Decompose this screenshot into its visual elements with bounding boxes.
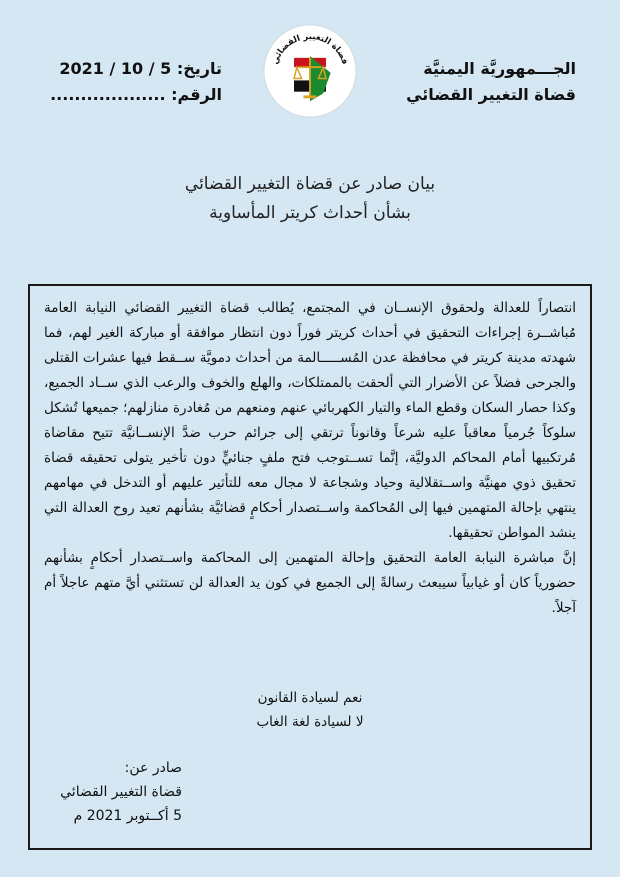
- organization-seal-logo: [263, 24, 357, 118]
- statement-paragraph-2: إنَّ مباشرة النيابة العامة التحقيق وإحالة المتهمين إلى المحاكمة واســتصدار أحكامٍ بشأنهم حضورياً كان أو غيابياً سيبعث رسالةً إلى الجميع في كون يد العدالة لن تستثني أيَّ متهم عاجلاً أم آجلاً.: [44, 550, 576, 616]
- title-line-1: بيان صادر عن قضاة التغيير القضائي: [184, 174, 436, 194]
- slogan-line-1: نعم لسيادة القانون: [257, 690, 363, 706]
- signature-organization: قضاة التغيير القضائي: [60, 784, 182, 800]
- reference-number-line: الرقم: ...................: [50, 85, 222, 104]
- slogan: [30, 686, 590, 734]
- slogan-line-2: لا لسيادة لغة الغاب: [256, 714, 364, 730]
- statement-title: [160, 170, 460, 228]
- issued-by-label: صادر عن:: [124, 760, 182, 776]
- country-name: الجـــمهوريَّة اليمنيَّة: [423, 59, 576, 78]
- statement-body: [44, 296, 576, 621]
- organization-name: قضاة التغيير القضائي: [406, 85, 576, 104]
- letterhead-right: [376, 56, 576, 108]
- letterhead-left: [42, 56, 222, 108]
- title-line-2: بشأن أحداث كريتر المأساوية: [209, 203, 411, 223]
- signature-block: [32, 756, 182, 828]
- date-line: تاريخ: 5 / 10 / 2021: [59, 59, 222, 78]
- seal-text: قضاة التغيير القضائي: [269, 31, 351, 66]
- signature-date: 5 أكــتوبر 2021 م: [73, 808, 182, 824]
- statement-frame: [28, 284, 592, 850]
- statement-paragraph-1: انتصاراً للعدالة ولحقوق الإنســان في المجتمع، يُطالب قضاة التغيير القضائي النيابة العامة مُباشــرة إجراءات التحقيق في أحداث كريتر فوراً دون انتظار موافقة أو مباركة الغير لهم، فما شهدته مدينة كريتر في محافظة عدن المُســـــالمة من أحداث دمويَّة ســقط فيها عشرات القتلى والجرحى فضلاً عن الأضرار التي ألحقت بالممتلكات، والهلع والخوف والرعب الذي ســاد الجميع، وكذا حصار السكان وقطع الماء والتيار الكهربائي عنهم ومنعهم من مُغادرة منازلهم؛ جميعها تُشكل سلوكاً جُرمياً معاقباً عليه شرعاً وقانوناً ترتقي إلى جرائم حرب ضدَّ الإنســانيَّة تتيح مقاضاة مُرتكبيها أمام المحاكم الدوليَّة، إنَّما تســتوجب فتح ملفٍ جنائيٍّ دون تأخير يتولى تحقيقه قضاة تحقيق ذوي مهنيَّة واســتقلالية وحياد وشجاعة لا مجال معه للتأثير عليهم أو التدخل في مهامهم ينتهي بإحالة المتهمين فيها إلى المُحاكمة واســتصدار أحكامٍ قضائيَّة بشأنهم تعيد روح العدالة التي ينشد المواطن تحقيقها.: [44, 300, 576, 541]
